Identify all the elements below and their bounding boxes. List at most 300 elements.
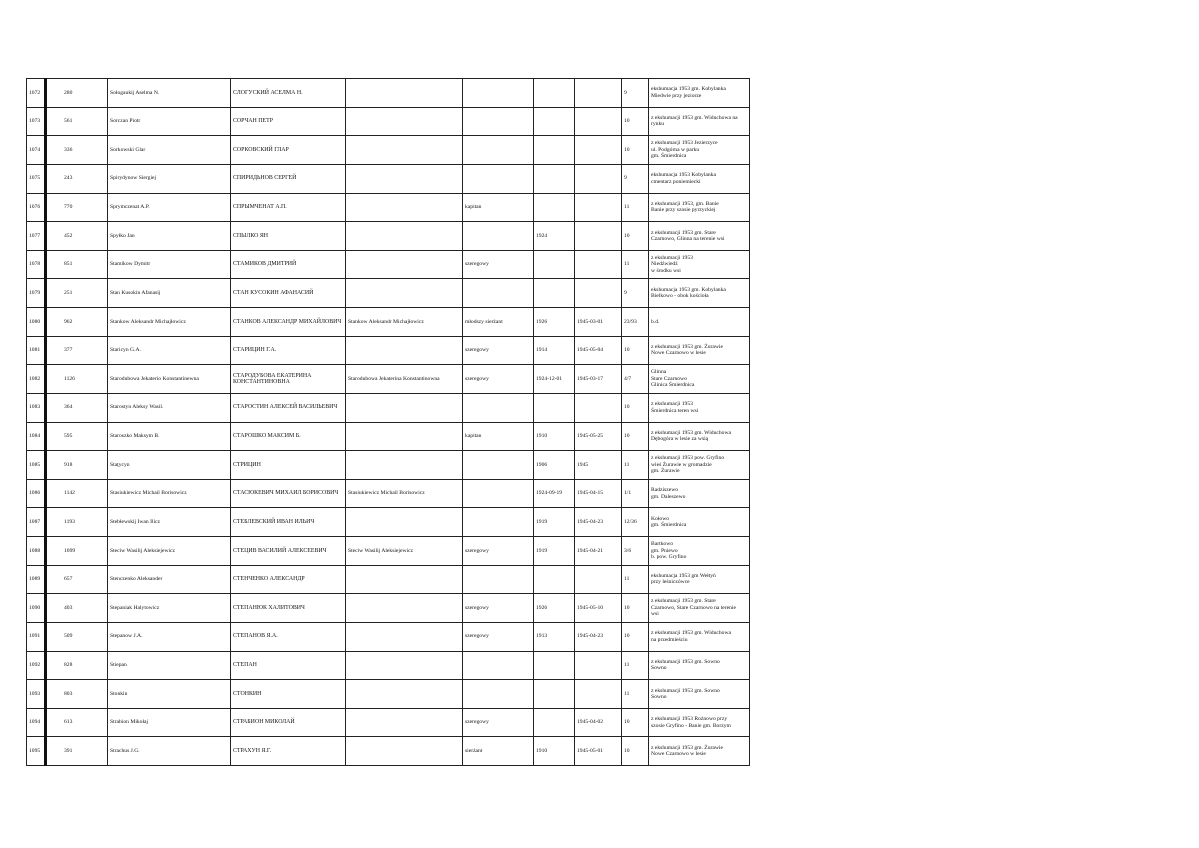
grave-id-cell: 391: [46, 737, 108, 766]
full-name-cell: [346, 164, 463, 193]
record-number-cell: 1080: [27, 308, 46, 337]
note-line: Bielkowo - obok kościoła: [651, 293, 709, 300]
cyrillic-name-cell: СОРКОВСКИЙ ГЛАР: [231, 136, 346, 165]
cyrillic-name-cell: СПРЫМЧЕНАТ А.П.: [231, 193, 346, 222]
notes-cell: [649, 594, 750, 623]
notes-cell: [649, 565, 750, 594]
notes-cell: [649, 651, 750, 680]
death-date-cell: [575, 565, 622, 594]
note-line: Czarnowo, Stare Czarnowo na terenie: [651, 604, 736, 611]
grave-id-cell: 509: [46, 622, 108, 651]
birth-date-cell: [534, 250, 575, 279]
burial-register-table: [26, 78, 750, 766]
rank-cell: szeregowy: [463, 594, 534, 623]
record-number-cell: 1087: [27, 508, 46, 537]
notes-cell: [649, 680, 750, 709]
cyrillic-name-cell: СТАСЮКЕВИЧ МИХАИЛ БОРИСОВИЧ: [231, 479, 346, 508]
birth-date-cell: [534, 79, 575, 108]
record-number-cell: 1079: [27, 279, 46, 308]
notes-cell: [649, 308, 750, 337]
cyrillic-name-cell: СПЫЛКО ЯН: [231, 222, 346, 251]
cyrillic-name-cell: СОРЧАН ПЕТР: [231, 107, 346, 136]
grave-id-cell: 613: [46, 708, 108, 737]
notes-cell: [649, 708, 750, 737]
record-number-cell: 1073: [27, 107, 46, 136]
latin-name-cell: Stamikow Dymitr: [108, 250, 231, 279]
note-line: b.d.: [651, 318, 660, 325]
grave-location-cell: 9: [622, 164, 649, 193]
record-number-cell: 1084: [27, 422, 46, 451]
note-line: ul. Podgórna w parku: [651, 146, 700, 153]
note-line: Glinna: [651, 369, 667, 376]
record-number-cell: 1091: [27, 622, 46, 651]
cyrillic-name-cell: СТРАХУН Я.Г.: [231, 737, 346, 766]
cyrillic-name-cell: СТРИЦИН: [231, 451, 346, 480]
note-line: z ekshumacji 1953 gm. Widuchowa na: [651, 115, 738, 122]
grave-id-cell: 251: [46, 279, 108, 308]
rank-cell: szeregowy: [463, 365, 534, 394]
birth-date-cell: 1919: [534, 508, 575, 537]
notes-cell: [649, 164, 750, 193]
full-name-cell: [346, 708, 463, 737]
birth-date-cell: [534, 193, 575, 222]
note-line: Czarnowo, Glinna na terenie wsi: [651, 235, 725, 242]
rank-cell: szeregowy: [463, 708, 534, 737]
rank-cell: [463, 79, 534, 108]
grave-id-cell: 851: [46, 250, 108, 279]
grave-location-cell: 4/7: [622, 365, 649, 394]
grave-location-cell: 11: [622, 451, 649, 480]
note-line: w środku wsi: [651, 267, 681, 274]
record-number-cell: 1078: [27, 250, 46, 279]
cyrillic-name-cell: СТАРОШКО МАКСИМ Б.: [231, 422, 346, 451]
death-date-cell: [575, 107, 622, 136]
grave-id-cell: 243: [46, 164, 108, 193]
birth-date-cell: [534, 393, 575, 422]
full-name-cell: [346, 737, 463, 766]
note-line: z ekshumacji 1953: [651, 254, 693, 261]
rank-cell: [463, 164, 534, 193]
cyrillic-name-cell: СТРАБИОН МИКОЛАЙ: [231, 708, 346, 737]
grave-location-cell: 10: [622, 422, 649, 451]
note-line: Sowno: [651, 665, 667, 672]
table-row: [27, 451, 750, 480]
full-name-cell: [346, 651, 463, 680]
death-date-cell: [575, 393, 622, 422]
cyrillic-name-cell: СТЕПАНЮК ХАЛИТОВИЧ: [231, 594, 346, 623]
note-line: Nowe Czarnowo w lesie: [651, 350, 706, 357]
birth-date-cell: 1926: [534, 308, 575, 337]
death-date-cell: 1945-05-10: [575, 594, 622, 623]
birth-date-cell: 1910: [534, 737, 575, 766]
notes-cell: [649, 136, 750, 165]
grave-location-cell: 12/36: [622, 508, 649, 537]
note-line: gm. Żurawie: [651, 468, 680, 475]
rank-cell: kapitan: [463, 422, 534, 451]
grave-location-cell: 10: [622, 222, 649, 251]
latin-name-cell: Stonkin: [108, 680, 231, 709]
note-line: ekshumacja 1953 Kobylanka: [651, 172, 716, 179]
grave-location-cell: 10: [622, 737, 649, 766]
grave-location-cell: 10: [622, 136, 649, 165]
full-name-cell: Stankow Aleksandr Michajłowicz: [346, 308, 463, 337]
grave-id-cell: 1099: [46, 537, 108, 566]
grave-id-cell: 1126: [46, 365, 108, 394]
birth-date-cell: [534, 279, 575, 308]
latin-name-cell: Stepaniak Halytowicz: [108, 594, 231, 623]
note-line: ekshumacja 1953 gm. Kobylanka: [651, 86, 726, 93]
note-line: z ekshumacji 1953 gm. Żurawie: [651, 344, 723, 351]
register-rows: [27, 79, 750, 766]
birth-date-cell: 1924-12-01: [534, 365, 575, 394]
death-date-cell: 1945: [575, 451, 622, 480]
note-line: wsi: [651, 611, 659, 618]
notes-cell: [649, 193, 750, 222]
note-line: ekshumacja 1953 gm Wełtyń: [651, 573, 716, 580]
grave-id-cell: 918: [46, 451, 108, 480]
latin-name-cell: Staroszko Maksym B.: [108, 422, 231, 451]
record-number-cell: 1081: [27, 336, 46, 365]
rank-cell: kapitan: [463, 193, 534, 222]
table-row: [27, 308, 750, 337]
rank-cell: [463, 451, 534, 480]
grave-id-cell: 770: [46, 193, 108, 222]
full-name-cell: [346, 594, 463, 623]
cyrillic-name-cell: СПИРИДЬНОВ СЕРГЕЙ: [231, 164, 346, 193]
note-line: gm. Śmierdnica: [651, 522, 687, 529]
latin-name-cell: Stebłewskij Iwan Ilicz: [108, 508, 231, 537]
rank-cell: [463, 136, 534, 165]
rank-cell: szeregowy: [463, 622, 534, 651]
note-line: wieś Żurawie w gromadzie: [651, 461, 712, 468]
note-line: szosie Gryfino - Banie gm. Borzym: [651, 722, 731, 729]
notes-cell: [649, 479, 750, 508]
record-number-cell: 1074: [27, 136, 46, 165]
record-number-cell: 1082: [27, 365, 46, 394]
birth-date-cell: 1924: [534, 222, 575, 251]
rank-cell: [463, 393, 534, 422]
cyrillic-name-cell: СТАНКОВ АЛЕКСАНДР МИХАЙЛОВИЧ: [231, 308, 346, 337]
birth-date-cell: [534, 107, 575, 136]
notes-cell: [649, 451, 750, 480]
full-name-cell: [346, 451, 463, 480]
rank-cell: [463, 508, 534, 537]
latin-name-cell: Strachus J.G.: [108, 737, 231, 766]
latin-name-cell: Starodubowa Jekaterio Konstantinewna: [108, 365, 231, 394]
note-line: cmentarz poniemiecki: [651, 178, 701, 185]
note-line: Niedźwiedź: [651, 261, 678, 268]
notes-cell: [649, 107, 750, 136]
rank-cell: szeregowy: [463, 250, 534, 279]
record-number-cell: 1088: [27, 537, 46, 566]
grave-id-cell: 828: [46, 651, 108, 680]
full-name-cell: [346, 393, 463, 422]
death-date-cell: 1945-05-25: [575, 422, 622, 451]
grave-location-cell: 1/1: [622, 479, 649, 508]
death-date-cell: [575, 222, 622, 251]
note-line: z ekshumacji 1953 pow. Gryfino: [651, 455, 725, 462]
death-date-cell: [575, 193, 622, 222]
cyrillic-name-cell: СТЕБЛЕВСКИЙ ИВАН ИЛЬИЧ: [231, 508, 346, 537]
note-line: z ekshumacji 1953 gm. Sowno: [651, 658, 720, 665]
birth-date-cell: 1910: [534, 422, 575, 451]
death-date-cell: 1945-04-21: [575, 537, 622, 566]
cyrillic-name-cell: СТЕЦИВ ВАСИЛИЙ АЛЕКСЕЕВИЧ: [231, 537, 346, 566]
full-name-cell: [346, 222, 463, 251]
cyrillic-name-cell: СТАРОСТИН АЛЕКСЕЙ ВАСИЛЬЕВИЧ: [231, 393, 346, 422]
record-number-cell: 1076: [27, 193, 46, 222]
grave-location-cell: 11: [622, 680, 649, 709]
note-line: na przedmieściu: [651, 636, 688, 643]
note-line: z ekshumacji 1953 gm. Stare: [651, 229, 716, 236]
notes-cell: [649, 393, 750, 422]
latin-name-cell: Spirydynow Siergiej: [108, 164, 231, 193]
record-number-cell: 1090: [27, 594, 46, 623]
rank-cell: szeregowy: [463, 537, 534, 566]
birth-date-cell: 1926: [534, 594, 575, 623]
record-number-cell: 1085: [27, 451, 46, 480]
full-name-cell: [346, 622, 463, 651]
rank-cell: szeregowy: [463, 336, 534, 365]
note-line: Stare Czarnowo: [651, 375, 687, 382]
grave-location-cell: 11: [622, 250, 649, 279]
table-row: [27, 193, 750, 222]
rank-cell: sierżant: [463, 737, 534, 766]
note-line: rynku: [651, 121, 665, 128]
rank-cell: [463, 651, 534, 680]
grave-id-cell: 1142: [46, 479, 108, 508]
burial-register-sheet: [26, 78, 738, 766]
note-line: ekshumacja 1953 gm. Kobylanka: [651, 286, 726, 293]
note-line: Bartkowo: [651, 541, 674, 548]
note-line: z ekshumacji 1953, gm. Banie: [651, 200, 719, 207]
birth-date-cell: [534, 565, 575, 594]
latin-name-cell: Stațycyn: [108, 451, 231, 480]
grave-id-cell: 377: [46, 336, 108, 365]
grave-location-cell: 11: [622, 193, 649, 222]
cyrillic-name-cell: СТАН КУСОКИН АФАНАСИЙ: [231, 279, 346, 308]
death-date-cell: [575, 136, 622, 165]
full-name-cell: [346, 107, 463, 136]
rank-cell: [463, 565, 534, 594]
grave-location-cell: 3/6: [622, 537, 649, 566]
cyrillic-name-cell: СТЕПАНОВ Я.А.: [231, 622, 346, 651]
notes-cell: [649, 79, 750, 108]
birth-date-cell: 1919: [534, 537, 575, 566]
grave-id-cell: 452: [46, 222, 108, 251]
full-name-cell: Starodubowa Jekaterina Konstantinowna: [346, 365, 463, 394]
notes-cell: [649, 279, 750, 308]
birth-date-cell: [534, 708, 575, 737]
note-line: gm. Śmierdnica: [651, 153, 687, 160]
latin-name-cell: Starostyn Aleksy Wasil.: [108, 393, 231, 422]
birth-date-cell: 1914: [534, 336, 575, 365]
grave-location-cell: 9: [622, 279, 649, 308]
full-name-cell: Stasiukiewicz Michail Borisowicz: [346, 479, 463, 508]
notes-cell: [649, 336, 750, 365]
column-divider-bar: [44, 78, 47, 766]
death-date-cell: 1945-04-15: [575, 479, 622, 508]
grave-location-cell: 10: [622, 622, 649, 651]
cyrillic-name-cell: СТАРИЦИН Г.А.: [231, 336, 346, 365]
grave-location-cell: 10: [622, 107, 649, 136]
birth-date-cell: [534, 680, 575, 709]
birth-date-cell: [534, 164, 575, 193]
note-line: b. pow. Gryfino: [651, 554, 687, 561]
record-number-cell: 1089: [27, 565, 46, 594]
rank-cell: [463, 680, 534, 709]
note-line: z ekshumacji 1953 gm. Widuchowa: [651, 630, 731, 637]
latin-name-cell: Sprymczenat A.P.: [108, 193, 231, 222]
table-row: [27, 479, 750, 508]
cyrillic-name-cell: СТАРОДУБОВА ЕКАТЕРИНА КОНСТАНТИНОВНА: [231, 365, 346, 394]
grave-id-cell: 595: [46, 422, 108, 451]
latin-name-cell: Sołogaukij Aselma N.: [108, 79, 231, 108]
record-number-cell: 1072: [27, 79, 46, 108]
birth-date-cell: [534, 651, 575, 680]
notes-cell: [649, 508, 750, 537]
latin-name-cell: Stasiukiewicz Michail Borisowicz: [108, 479, 231, 508]
grave-location-cell: 10: [622, 708, 649, 737]
birth-date-cell: [534, 136, 575, 165]
full-name-cell: [346, 250, 463, 279]
note-line: Miedwie przy jeziorze: [651, 92, 702, 99]
death-date-cell: 1945-04-23: [575, 508, 622, 537]
full-name-cell: [346, 422, 463, 451]
death-date-cell: [575, 680, 622, 709]
latin-name-cell: Spyłko Jan: [108, 222, 231, 251]
record-number-cell: 1075: [27, 164, 46, 193]
table-row: [27, 622, 750, 651]
grave-id-cell: 364: [46, 393, 108, 422]
death-date-cell: 1945-03-01: [575, 308, 622, 337]
rank-cell: [463, 479, 534, 508]
rank-cell: [463, 279, 534, 308]
cyrillic-name-cell: СТЕПАН: [231, 651, 346, 680]
note-line: z ekshumacji 1953 Jezierzyce: [651, 140, 718, 147]
notes-cell: [649, 737, 750, 766]
record-number-cell: 1083: [27, 393, 46, 422]
birth-date-cell: 1924-09-19: [534, 479, 575, 508]
rank-cell: [463, 107, 534, 136]
death-date-cell: 1945-05-04: [575, 336, 622, 365]
note-line: gm. Daleszewo: [651, 493, 686, 500]
birth-date-cell: 1906: [534, 451, 575, 480]
rank-cell: młodszy sierżant: [463, 308, 534, 337]
full-name-cell: [346, 336, 463, 365]
table-row: [27, 336, 750, 365]
latin-name-cell: Staricyn G.A.: [108, 336, 231, 365]
grave-location-cell: 11: [622, 565, 649, 594]
table-row: [27, 107, 750, 136]
grave-location-cell: 10: [622, 336, 649, 365]
note-line: Radziszewo: [651, 487, 679, 494]
table-row: [27, 279, 750, 308]
death-date-cell: [575, 79, 622, 108]
death-date-cell: 1945-04-23: [575, 622, 622, 651]
note-line: Dębogóra w lesie za wsią: [651, 436, 709, 443]
table-row: [27, 594, 750, 623]
grave-location-cell: 10: [622, 594, 649, 623]
table-row: [27, 136, 750, 165]
note-line: Śmierdnica teren wsi: [651, 407, 699, 414]
latin-name-cell: Stankow Aleksandr Michajłowicz: [108, 308, 231, 337]
latin-name-cell: Stan Kusokin Afanasij: [108, 279, 231, 308]
note-line: Banie przy szosie pyrzyckiej: [651, 207, 716, 214]
record-number-cell: 1093: [27, 680, 46, 709]
table-row: [27, 537, 750, 566]
table-row: [27, 651, 750, 680]
death-date-cell: [575, 164, 622, 193]
rank-cell: [463, 222, 534, 251]
grave-id-cell: 403: [46, 594, 108, 623]
latin-name-cell: Steciw Wasilij Aleksiejewicz: [108, 537, 231, 566]
latin-name-cell: Sorkowski Glar: [108, 136, 231, 165]
grave-location-cell: 9: [622, 79, 649, 108]
latin-name-cell: Stenczenko Aleksander: [108, 565, 231, 594]
notes-cell: [649, 537, 750, 566]
grave-location-cell: 23/93: [622, 308, 649, 337]
table-row: [27, 164, 750, 193]
full-name-cell: [346, 680, 463, 709]
note-line: Glinica Śmierdnica: [651, 382, 695, 389]
table-row: [27, 79, 750, 108]
table-row: [27, 508, 750, 537]
cyrillic-name-cell: СЛОГУСКИЙ АСЕЛМА Н.: [231, 79, 346, 108]
notes-cell: [649, 622, 750, 651]
grave-location-cell: 10: [622, 393, 649, 422]
record-number-cell: 1095: [27, 737, 46, 766]
grave-id-cell: 803: [46, 680, 108, 709]
note-line: gm. Pniewo: [651, 547, 678, 554]
full-name-cell: [346, 136, 463, 165]
latin-name-cell: Strabion Mikołaj: [108, 708, 231, 737]
full-name-cell: [346, 565, 463, 594]
note-line: z ekshumacji 1953 gm. Widuchowa: [651, 429, 731, 436]
grave-id-cell: 1193: [46, 508, 108, 537]
full-name-cell: [346, 279, 463, 308]
cyrillic-name-cell: СТАМИКОВ ДМИТРИЙ: [231, 250, 346, 279]
full-name-cell: [346, 508, 463, 537]
table-row: [27, 565, 750, 594]
note-line: z ekshumacji 1953 gm. Żurawie: [651, 744, 723, 751]
latin-name-cell: Stepanow J.A.: [108, 622, 231, 651]
death-date-cell: 1945-05-01: [575, 737, 622, 766]
latin-name-cell: Sorczan Piotr: [108, 107, 231, 136]
full-name-cell: [346, 79, 463, 108]
table-row: [27, 708, 750, 737]
death-date-cell: 1945-04-02: [575, 708, 622, 737]
note-line: z ekshumacji 1953: [651, 401, 693, 408]
death-date-cell: 1945-03-17: [575, 365, 622, 394]
death-date-cell: [575, 250, 622, 279]
table-row: [27, 422, 750, 451]
death-date-cell: [575, 651, 622, 680]
table-row: [27, 365, 750, 394]
cyrillic-name-cell: СТОНКИН: [231, 680, 346, 709]
note-line: z ekshumacji 1953 Rożnowo przy: [651, 716, 728, 723]
full-name-cell: [346, 193, 463, 222]
full-name-cell: Steciw Wasilij Aleksiejewicz: [346, 537, 463, 566]
note-line: z ekshumacji 1953 gm. Stare: [651, 598, 716, 605]
table-row: [27, 737, 750, 766]
notes-cell: [649, 422, 750, 451]
record-number-cell: 1094: [27, 708, 46, 737]
grave-id-cell: 336: [46, 136, 108, 165]
grave-id-cell: 657: [46, 565, 108, 594]
note-line: Nowe Czarnowo w lesie: [651, 751, 706, 758]
grave-id-cell: 280: [46, 79, 108, 108]
